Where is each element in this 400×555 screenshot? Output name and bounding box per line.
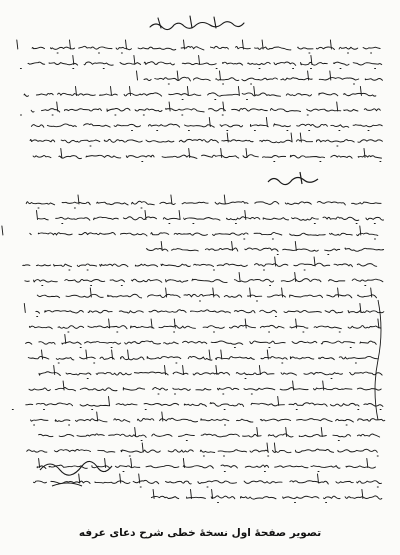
handwriting-line <box>33 149 381 162</box>
handwriting-line <box>31 118 382 131</box>
image-caption: تصویر صفحۀ اول نسخۀ خطی شرح دعای عرفه <box>78 527 322 539</box>
handwriting-line <box>23 257 377 270</box>
handwriting-line <box>20 56 381 69</box>
handwriting-line <box>39 366 382 379</box>
handwriting-line <box>2 226 378 239</box>
section-heading-handwriting <box>268 172 318 185</box>
handwriting-line <box>146 242 383 255</box>
basmala-handwriting <box>150 16 244 30</box>
handwriting-line <box>29 319 380 332</box>
handwriting-line <box>37 459 375 472</box>
handwriting-line <box>24 304 384 317</box>
handwriting-line <box>25 273 383 286</box>
handwriting-line <box>137 71 383 84</box>
handwriting-line <box>37 288 376 301</box>
handwriting-line <box>34 474 382 487</box>
handwriting-line <box>31 412 385 425</box>
handwriting-line <box>12 397 383 410</box>
body-handwriting <box>2 40 385 503</box>
handwriting-line <box>39 428 380 441</box>
margin-annotation <box>375 300 381 420</box>
handwriting-line <box>37 211 384 224</box>
handwriting-line <box>26 335 377 348</box>
handwriting-line <box>27 443 379 456</box>
handwriting-line <box>21 102 381 115</box>
handwriting-line <box>17 40 380 53</box>
handwriting-line <box>30 133 382 146</box>
handwriting-line <box>26 195 381 208</box>
handwriting-line <box>151 490 381 503</box>
handwriting-line <box>24 87 376 100</box>
handwriting-line <box>28 350 378 363</box>
handwriting-line <box>29 381 381 394</box>
